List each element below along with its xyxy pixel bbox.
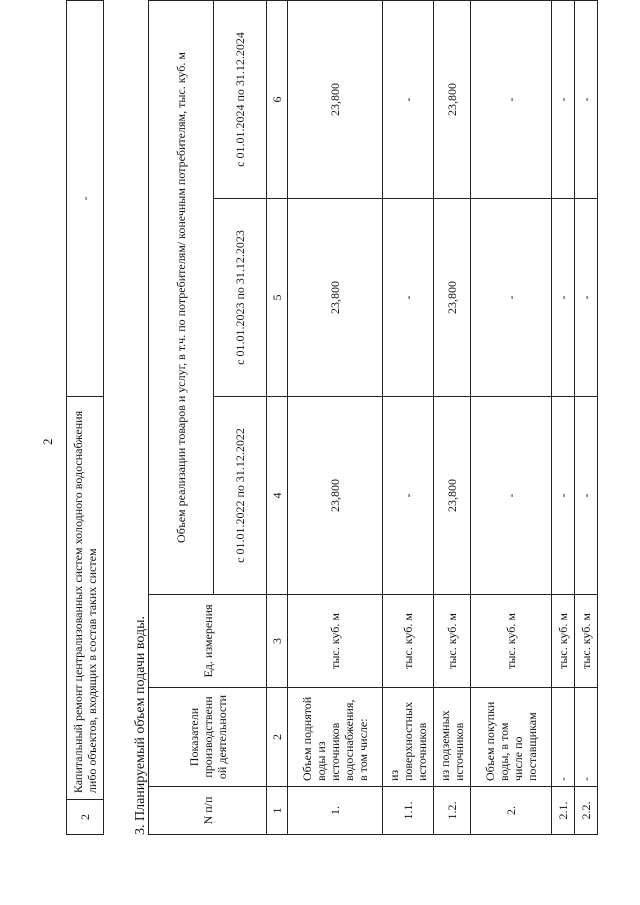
row-no: 2.1. (552, 787, 575, 835)
header-volume: Объем реализации товаров и услуг, в т.ч. по потребителям/ конечным потребителям, тыс. куб. м (149, 1, 214, 595)
period-2024: с 01.01.2024 по 31.12.2024 (214, 1, 267, 199)
colnum-4: 4 (267, 397, 288, 595)
row-value-2023: 23,800 (288, 199, 383, 397)
row-value-2024: - (471, 1, 552, 199)
table-row (575, 1, 598, 835)
header-row (149, 1, 214, 835)
row-indicator: из подземных источников (434, 688, 471, 787)
row-value-2024: - (575, 1, 598, 199)
row-no: 2.2. (575, 787, 598, 835)
table-row (434, 1, 471, 835)
row-no: 1.2. (434, 787, 471, 835)
column-number-row (267, 1, 288, 835)
row-no: 2. (471, 787, 552, 835)
row-value-2022: - (471, 397, 552, 595)
row-indicator: из поверхностных источников (383, 688, 434, 787)
colnum-1: 1 (267, 787, 288, 835)
row-value-2024: - (552, 1, 575, 199)
page-number: 2 (40, 438, 55, 445)
repair-row-text: Капитальный ремонт централизованных систем холодного водоснабжения либо объектов, входящих в состав таких систем (67, 396, 104, 799)
row-value-2023: - (575, 199, 598, 397)
section-heading: 3. Планируемый объем подачи воды. (133, 615, 148, 835)
header-no: N п/п (149, 787, 267, 835)
row-unit: тыс. куб. м (383, 595, 434, 688)
period-2022: с 01.01.2022 по 31.12.2022 (214, 397, 267, 595)
row-unit: тыс. куб. м (552, 595, 575, 688)
repair-row (67, 1, 104, 835)
row-indicator: - (575, 688, 598, 787)
table-row (288, 1, 383, 835)
repair-row-number: 2 (67, 800, 104, 835)
row-value-2022: 23,800 (288, 397, 383, 595)
row-unit: тыс. куб. м (434, 595, 471, 688)
colnum-6: 6 (267, 1, 288, 199)
water-volume-table (148, 0, 598, 835)
row-no: 1.1. (383, 787, 434, 835)
row-unit: тыс. куб. м (575, 595, 598, 688)
table-row (383, 1, 434, 835)
row-value-2023: - (471, 199, 552, 397)
row-value-2022: - (575, 397, 598, 595)
table-row (552, 1, 575, 835)
row-indicator: Объем покупки воды, в том числе по поставщикам (471, 688, 552, 787)
period-2023: с 01.01.2023 по 31.12.2023 (214, 199, 267, 397)
row-unit: тыс. куб. м (471, 595, 552, 688)
colnum-5: 5 (267, 199, 288, 397)
header-unit: Ед. измерения (149, 595, 267, 688)
row-value-2024: 23,800 (288, 1, 383, 199)
row-unit: тыс. куб. м (288, 595, 383, 688)
row-value-2023: - (552, 199, 575, 397)
row-value-2022: 23,800 (434, 397, 471, 595)
row-indicator: Объем поднятой воды из источников водоснабжения, в том числе: (288, 688, 383, 787)
header-indicator: Показатели производственн ой деятельности (149, 688, 267, 787)
repair-table (66, 0, 104, 835)
row-value-2022: - (552, 397, 575, 595)
colnum-2: 2 (267, 688, 288, 787)
row-value-2022: - (383, 397, 434, 595)
row-indicator: - (552, 688, 575, 787)
row-value-2024: - (383, 1, 434, 199)
colnum-3: 3 (267, 595, 288, 688)
row-value-2024: 23,800 (434, 1, 471, 199)
row-value-2023: 23,800 (434, 199, 471, 397)
row-value-2023: - (383, 199, 434, 397)
table-row (471, 1, 552, 835)
repair-row-value: - (67, 1, 104, 397)
row-no: 1. (288, 787, 383, 835)
